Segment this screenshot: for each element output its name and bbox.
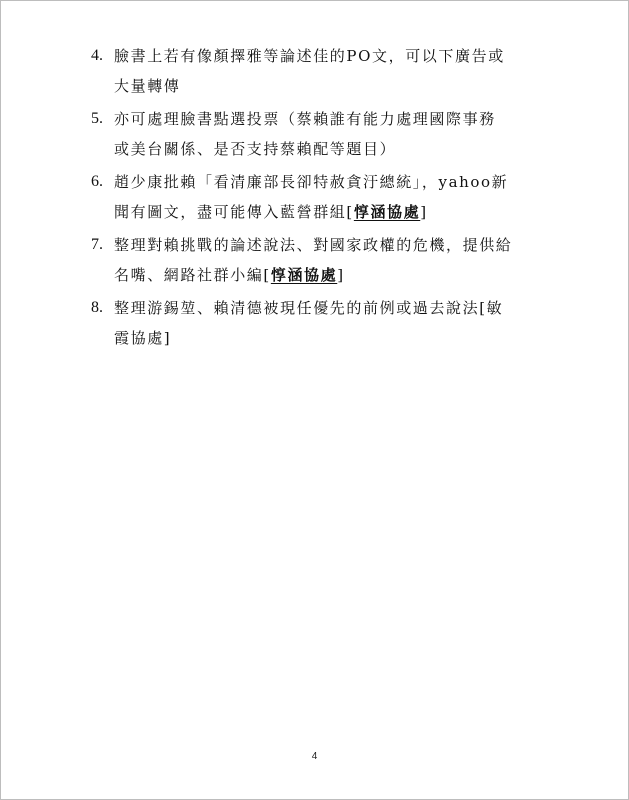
item-number: 7. bbox=[91, 236, 103, 253]
item-number: 5. bbox=[91, 110, 103, 127]
item-text bbox=[114, 293, 511, 356]
bracket-close: ] bbox=[337, 266, 345, 284]
list-item-8 bbox=[91, 293, 511, 356]
item-line: 或美台關係、是否支持蔡賴配等題目） bbox=[114, 140, 397, 158]
item-number: 8. bbox=[91, 299, 103, 316]
list-item-5 bbox=[91, 104, 511, 167]
item-text bbox=[114, 167, 511, 230]
item-line bbox=[114, 260, 512, 290]
assignee-name: 惇涵協處 bbox=[353, 203, 421, 221]
item-line: 趙少康批賴「看清廉部長卻特赦貪汙總統」，yahoo新 bbox=[114, 173, 509, 191]
item-line-text: 聞有圖文，盡可能傳入藍營群組[ bbox=[114, 203, 354, 221]
item-text bbox=[114, 230, 512, 293]
list-item-4 bbox=[91, 41, 511, 104]
item-line: 整理對賴挑戰的論述說法、對國家政權的危機，提供給 bbox=[114, 236, 513, 254]
item-line: 整理游錫堃、賴清德被現任優先的前例或過去說法[敏 bbox=[114, 299, 504, 317]
list-item-6 bbox=[91, 167, 511, 230]
item-line: 大量轉傳 bbox=[114, 77, 181, 95]
item-number: 6. bbox=[91, 173, 103, 190]
item-line: 霞協處] bbox=[114, 329, 172, 347]
item-line: 臉書上若有像顏擇雅等論述佳的PO文，可以下廣告或 bbox=[114, 47, 505, 65]
list-item-7 bbox=[91, 230, 511, 293]
assignee-name: 惇涵協處 bbox=[270, 266, 338, 284]
item-line: 亦可處理臉書點選投票（蔡賴誰有能力處理國際事務 bbox=[114, 110, 496, 128]
item-number: 4. bbox=[91, 47, 103, 64]
item-line-text: 名嘴、網路社群小編[ bbox=[114, 266, 271, 284]
item-line bbox=[114, 197, 511, 227]
page-number: 4 bbox=[311, 751, 318, 762]
item-list bbox=[91, 41, 511, 356]
item-text bbox=[114, 104, 511, 167]
bracket-close: ] bbox=[420, 203, 428, 221]
item-text bbox=[114, 41, 511, 104]
